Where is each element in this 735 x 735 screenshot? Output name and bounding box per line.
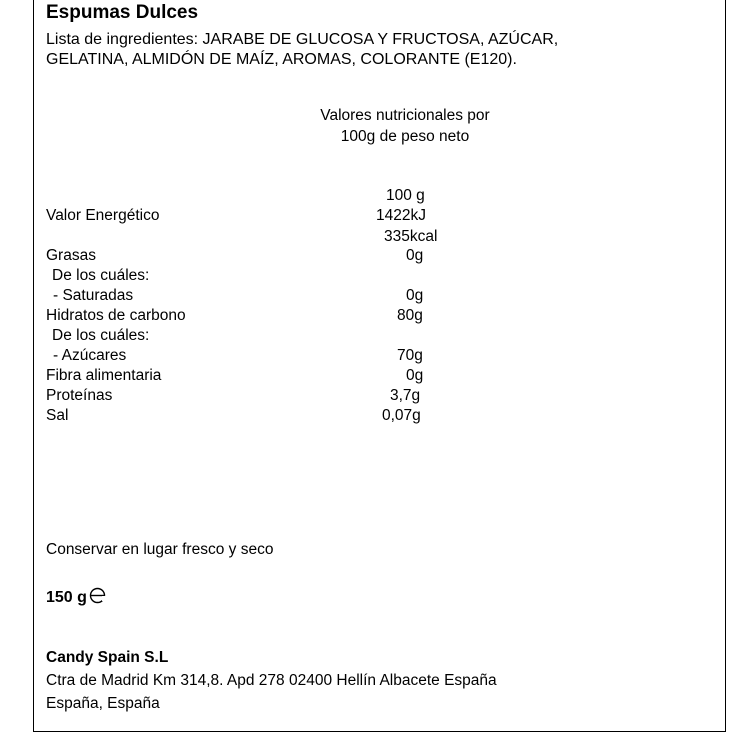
nutrition-value-protein: 3,7g [390,387,421,404]
nutrition-label-saturated: - Saturadas [53,287,134,304]
ingredients-line-2: GELATINA, ALMIDÓN DE MAÍZ, AROMAS, COLORANTE (E120). [46,51,517,68]
ingredients-line-1: Lista de ingredientes: JARABE DE GLUCOSA Y FRUCTOSA, AZÚCAR, [46,31,559,48]
nutrition-value-fat: 0g [406,247,424,264]
nutrition-label-fat-of-which: De los cuáles: [52,267,150,284]
nutrition-value-energy-kj: 1422kJ [376,207,426,224]
nutrition-label-carbohydrates: Hidratos de carbono [46,307,186,324]
company-address: Ctra de Madrid Km 314,8. Apd 278 02400 Hellín Albacete España [46,672,497,689]
nutrition-value-fiber: 0g [406,367,424,384]
net-weight-value: 150 g [46,589,87,606]
nutrition-label-sugars: - Azúcares [53,347,127,364]
nutrition-label-energy: Valor Energético [46,207,160,224]
nutrition-label-carbs-of-which: De los cuáles: [52,327,150,344]
company-country: España, España [46,695,160,712]
storage-instructions: Conservar en lugar fresco y seco [46,541,274,558]
estimated-e-mark-icon [89,587,106,609]
nutrition-label-salt: Sal [46,407,69,424]
nutrition-value-carbohydrates: 80g [397,307,423,324]
product-title: Espumas Dulces [46,2,199,23]
nutrition-value-sugars: 70g [397,347,423,364]
nutrition-label-protein: Proteínas [46,387,113,404]
nutrition-label-fat: Grasas [46,247,96,264]
nutrition-value-salt: 0,07g [382,407,421,424]
nutrition-column-header: 100 g [386,187,425,204]
company-name: Candy Spain S.L [46,649,169,666]
nutrition-header-line-2: 100g de peso neto [340,128,470,145]
nutrition-value-saturated: 0g [406,287,424,304]
nutrition-header-line-1: Valores nutricionales por [320,107,490,124]
net-weight [46,587,106,609]
nutrition-label-fiber: Fibra alimentaria [46,367,162,384]
nutrition-value-energy-kcal: 335kcal [384,228,438,245]
